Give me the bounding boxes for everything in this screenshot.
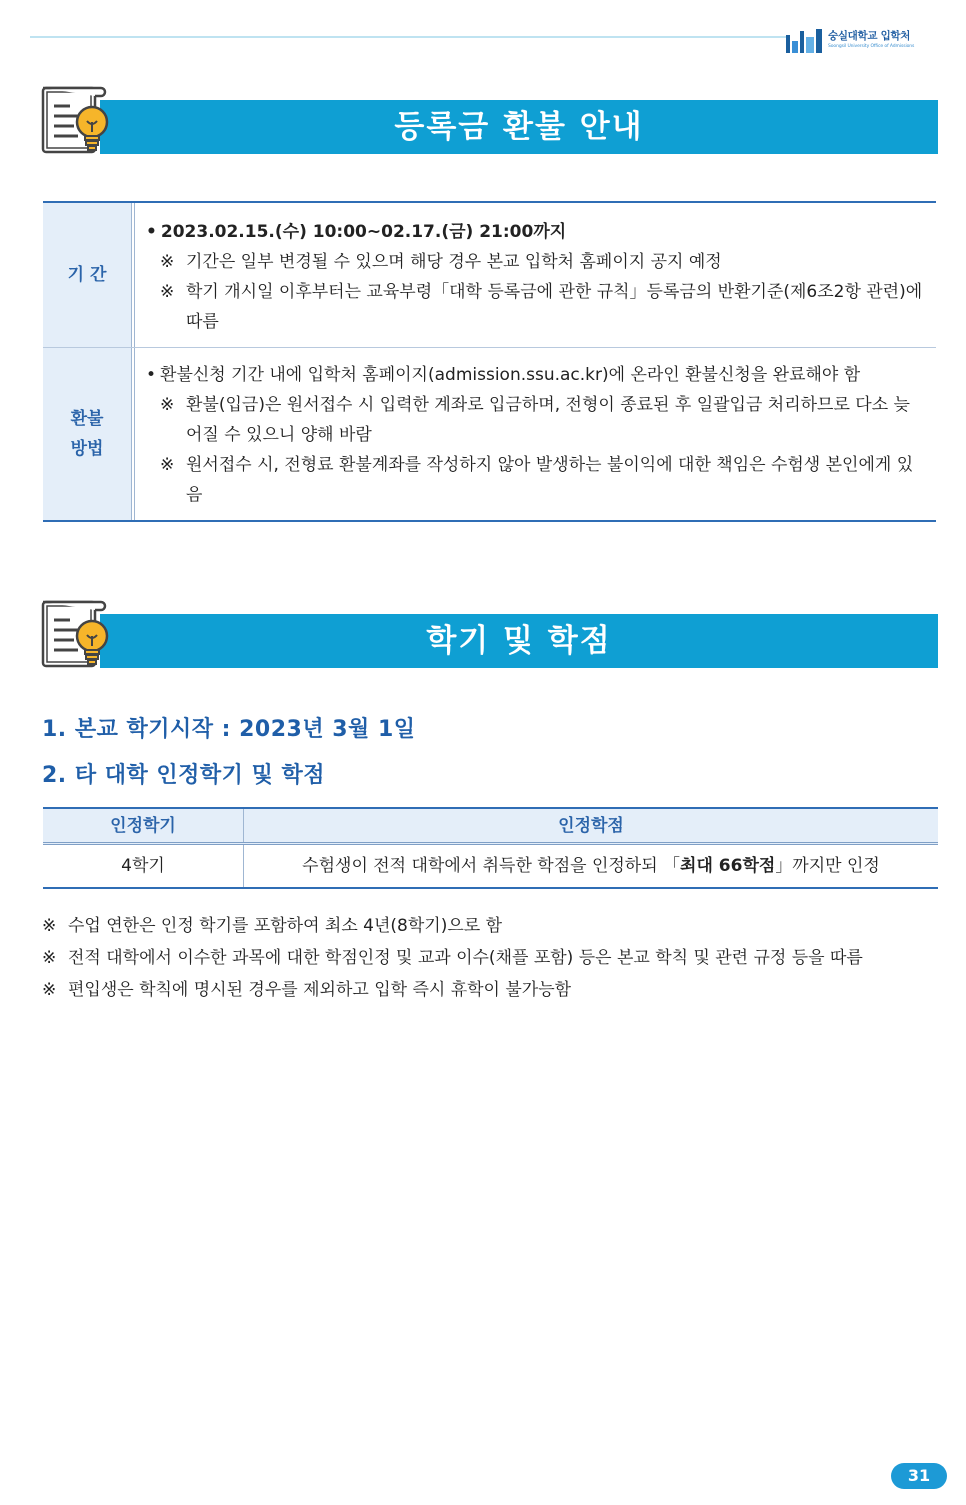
table-header-row	[43, 809, 938, 845]
credit-cell	[244, 845, 938, 887]
note-text: 원서접수 시, 전형료 환불계좌를 작성하지 않아 발생하는 불이익에 대한 책임은 수험생 본인에게 있음	[186, 455, 914, 505]
note-item	[146, 450, 924, 510]
bullet-mark: •	[146, 365, 157, 385]
credit-text: 수험생이 전적 대학에서 취득한 학점을 인정하되 「	[302, 856, 681, 876]
section-header-refund	[40, 84, 938, 156]
semester-cell: 4학기	[43, 845, 244, 887]
row-header-label: 방법	[70, 439, 104, 459]
reference-mark: ※	[42, 916, 57, 936]
university-logo	[786, 26, 956, 54]
period-bullet	[146, 217, 924, 247]
logo-mark-icon	[786, 27, 822, 53]
table-row-period	[43, 203, 936, 347]
reference-mark: ※	[160, 455, 175, 475]
bullet-mark: •	[146, 222, 157, 242]
logo-korean-text: 숭실대학교 입학처	[828, 30, 911, 42]
row-content-method	[132, 348, 936, 520]
row-header-label: 환불	[70, 409, 104, 429]
note-item	[146, 390, 924, 450]
note-text: 기간은 일부 변경될 수 있으며 해당 경우 본교 입학처 홈페이지 공지 예정	[186, 252, 722, 272]
row-header-label: 기 간	[67, 265, 107, 285]
note-item	[42, 942, 863, 974]
row-header-method	[43, 348, 132, 520]
note-text: 전적 대학에서 이수한 과목에 대한 학점인정 및 교과 이수(채플 포함) 등은 본교 학칙 및 관련 규정 등을 따름	[68, 948, 863, 968]
row-content-period	[132, 203, 936, 347]
section-header-semester	[40, 598, 938, 670]
column-header: 인정학점	[558, 816, 624, 836]
section-title: 학기 및 학점	[426, 623, 612, 659]
table-row-method	[43, 347, 936, 520]
note-item	[42, 910, 863, 942]
reference-mark: ※	[42, 980, 57, 1000]
reference-mark: ※	[160, 395, 175, 415]
method-bullet	[146, 360, 924, 390]
transfer-credit-heading: 2. 타 대학 인정학기 및 학점	[42, 763, 325, 788]
note-item	[146, 277, 924, 337]
table-row	[43, 845, 938, 887]
note-text: 학기 개시일 이후부터는 교육부령「대학 등록금에 관한 규칙」등록금의 반환기준(제6조2항 관련)에 따름	[186, 282, 923, 332]
period-dates: 2023.02.15.(수) 10:00~02.17.(금) 21:00까지	[160, 222, 567, 242]
logo-english-text: Soongsil University Office of Admissions	[828, 43, 915, 49]
reference-mark: ※	[160, 282, 175, 302]
note-item	[42, 974, 863, 1006]
row-header-period	[43, 203, 132, 347]
credit-table	[43, 807, 938, 889]
credit-text: 」까지만 인정	[775, 856, 880, 876]
column-header: 인정학기	[43, 809, 244, 842]
note-text: 편입생은 학칙에 명시된 경우를 제외하고 입학 즉시 휴학이 불가능함	[68, 980, 572, 1000]
note-item	[146, 247, 924, 277]
header-rule	[30, 36, 790, 38]
note-text: 수업 연한은 인정 학기를 포함하여 최소 4년(8학기)으로 함	[68, 916, 503, 936]
reference-mark: ※	[160, 252, 175, 272]
page-number: 31	[891, 1463, 947, 1489]
note-text: 환불(입금)은 원서접수 시 입력한 계좌로 입금하며, 전형이 종료된 후 일괄입금 처리하므로 다소 늦어질 수 있으니 양해 바람	[186, 395, 910, 445]
refund-info-table	[43, 201, 936, 522]
notes-list	[42, 910, 863, 1006]
section-title: 등록금 환불 안내	[394, 109, 644, 145]
method-text: 환불신청 기간 내에 입학처 홈페이지(admission.ssu.ac.kr)에 온라인 환불신청을 완료해야 함	[160, 365, 861, 385]
credit-max-text: 최대 66학점	[680, 856, 776, 876]
semester-start-heading: 1. 본교 학기시작 : 2023년 3월 1일	[42, 717, 416, 742]
reference-mark: ※	[42, 948, 57, 968]
